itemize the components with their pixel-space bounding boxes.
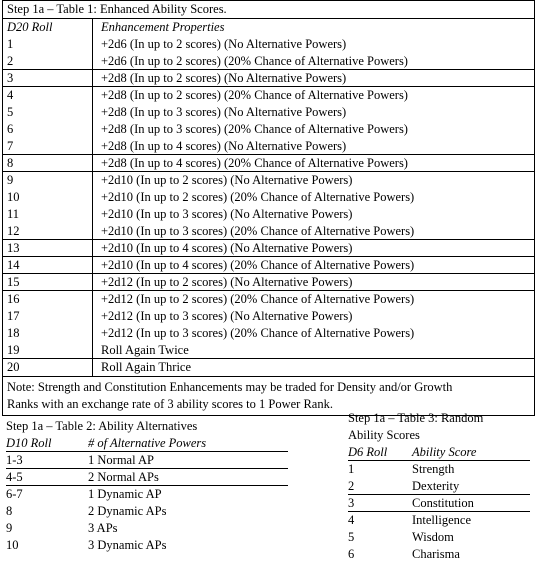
- ability-alternatives-table: [6, 418, 288, 554]
- table1-roll: 8: [3, 155, 92, 172]
- table1-title: Step 1a – Table 1: Enhanced Ability Scores.: [3, 1, 534, 19]
- table1-prop: +2d10 (In up to 2 scores) (No Alternative Powers): [101, 173, 353, 187]
- table2-col2-header: # of Alternative Powers: [88, 436, 207, 450]
- table1-roll: 4: [7, 88, 14, 102]
- table1-prop: +2d12 (In up to 2 scores) (No Alternative Powers): [93, 274, 534, 291]
- table1-roll: 19: [3, 342, 92, 359]
- table3-value: Charisma: [412, 547, 460, 561]
- table1-roll: 2: [3, 53, 92, 70]
- table2-roll: 4-5: [6, 470, 23, 484]
- table3-roll: 3: [348, 496, 355, 510]
- table1-prop: +2d8 (In up to 3 scores) (20% Chance of Alternative Powers): [101, 122, 408, 136]
- table2-header-row: [6, 435, 288, 452]
- table3-value: Constitution: [412, 496, 474, 510]
- table3-value: Wisdom: [412, 530, 454, 544]
- table1-prop: +2d10 (In up to 3 scores) (No Alternative Powers): [101, 207, 353, 221]
- table-row: [348, 495, 530, 512]
- table1-roll: 15: [3, 274, 92, 291]
- table3-title: [348, 410, 530, 444]
- table1-roll: 20: [7, 360, 20, 374]
- table1-prop: +2d8 (In up to 4 scores) (20% Chance of Alternative Powers): [93, 155, 534, 172]
- table-row: [6, 486, 288, 503]
- table1-prop: +2d12 (In up to 3 scores) (20% Chance of Alternative Powers): [101, 326, 415, 340]
- table1-note-line2: Ranks with an exchange rate of 3 ability scores to 1 Power Rank.: [7, 397, 333, 411]
- table3-roll: 5: [348, 530, 355, 544]
- table1-roll: 9: [7, 173, 14, 187]
- table-row: [348, 478, 530, 495]
- table1-roll: 6: [7, 122, 14, 136]
- table1-roll: 3: [3, 70, 92, 87]
- table2-value: 3 Dynamic APs: [88, 538, 167, 552]
- table1-roll: 5: [7, 105, 14, 119]
- table1-roll: 12: [3, 223, 92, 240]
- table-row: [6, 537, 288, 554]
- table1-roll: 1: [7, 37, 14, 51]
- table3-header-row: [348, 444, 530, 461]
- table1-prop: +2d6 (In up to 2 scores) (20% Chance of Alternative Powers): [93, 53, 534, 70]
- table1-roll: 13: [3, 240, 92, 257]
- table2-roll: 10: [6, 538, 19, 552]
- table2-roll: 6-7: [6, 487, 23, 501]
- table1-roll: 18: [7, 326, 20, 340]
- table1-prop: +2d10 (In up to 4 scores) (No Alternative Powers): [93, 240, 534, 257]
- table3-title-line1: Step 1a – Table 3: Random: [348, 411, 484, 425]
- random-ability-scores-table: [348, 410, 530, 563]
- enhanced-ability-scores-table: [2, 0, 535, 416]
- table2-col1-header: D10 Roll: [6, 436, 52, 450]
- table1-note-line1: Note: Strength and Constitution Enhancements may be traded for Density and/or Growth: [7, 380, 453, 394]
- table2-roll: 9: [6, 521, 13, 535]
- table1-roll: 14: [3, 257, 92, 274]
- table-row: [348, 529, 530, 546]
- table3-value: Strength: [412, 462, 455, 476]
- table1-prop: +2d10 (In up to 4 scores) (20% Chance of Alternative Powers): [93, 257, 534, 274]
- table1-prop: +2d6 (In up to 2 scores) (No Alternative Powers): [101, 37, 347, 51]
- table-row: [6, 469, 288, 486]
- table1-prop: +2d8 (In up to 4 scores) (No Alternative Powers): [93, 138, 534, 155]
- table3-roll: 2: [348, 479, 355, 493]
- table1-roll: 17: [7, 309, 20, 323]
- table1-body: [3, 19, 534, 376]
- table2-value: 3 APs: [88, 521, 118, 535]
- table1-roll: 16: [7, 292, 20, 306]
- table3-value: Dexterity: [412, 479, 460, 493]
- table1-roll: 7: [3, 138, 92, 155]
- table3-col2-header: Ability Score: [412, 445, 477, 459]
- table1-prop: Roll Again Thrice: [101, 360, 192, 374]
- table2-value: 2 Dynamic APs: [88, 504, 167, 518]
- table-row: [348, 546, 530, 563]
- table1-prop: +2d10 (In up to 3 scores) (20% Chance of Alternative Powers): [93, 223, 534, 240]
- table3-title-line2: Ability Scores: [348, 428, 420, 442]
- table-row: [6, 503, 288, 520]
- table1-prop: Roll Again Twice: [93, 342, 534, 359]
- table-row: [348, 512, 530, 529]
- table1-prop: +2d12 (In up to 2 scores) (20% Chance of Alternative Powers): [101, 292, 415, 306]
- table1-prop: +2d12 (In up to 3 scores) (No Alternative Powers): [101, 309, 353, 323]
- table1-roll: 11: [7, 207, 20, 221]
- table-row: [6, 452, 288, 469]
- table3-col1-header: D6 Roll: [348, 445, 388, 459]
- table2-value: 1 Dynamic AP: [88, 487, 162, 501]
- table1-prop: +2d8 (In up to 2 scores) (No Alternative Powers): [93, 70, 534, 87]
- table2-roll: 8: [6, 504, 13, 518]
- table1-col1-header: D20 Roll: [7, 20, 53, 34]
- table3-roll: 4: [348, 513, 355, 527]
- table-row: [348, 461, 530, 478]
- table1-prop: +2d8 (In up to 3 scores) (No Alternative Powers): [101, 105, 347, 119]
- table2-roll: 1-3: [6, 453, 23, 467]
- table3-roll: 1: [348, 462, 355, 476]
- table3-roll: 6: [348, 547, 355, 561]
- table1-roll: 10: [7, 190, 20, 204]
- table1-prop: +2d10 (In up to 2 scores) (20% Chance of Alternative Powers): [101, 190, 415, 204]
- table2-value: 2 Normal APs: [88, 470, 159, 484]
- table2-title: Step 1a – Table 2: Ability Alternatives: [6, 419, 198, 433]
- table2-value: 1 Normal AP: [88, 453, 154, 467]
- table-row: [6, 520, 288, 537]
- table1-roll-column: [3, 19, 93, 376]
- table1-properties-column: [93, 19, 534, 376]
- table1-prop: +2d8 (In up to 2 scores) (20% Chance of Alternative Powers): [101, 88, 408, 102]
- table3-value: Intelligence: [412, 513, 471, 527]
- table1-col2-header: Enhancement Properties: [101, 20, 225, 34]
